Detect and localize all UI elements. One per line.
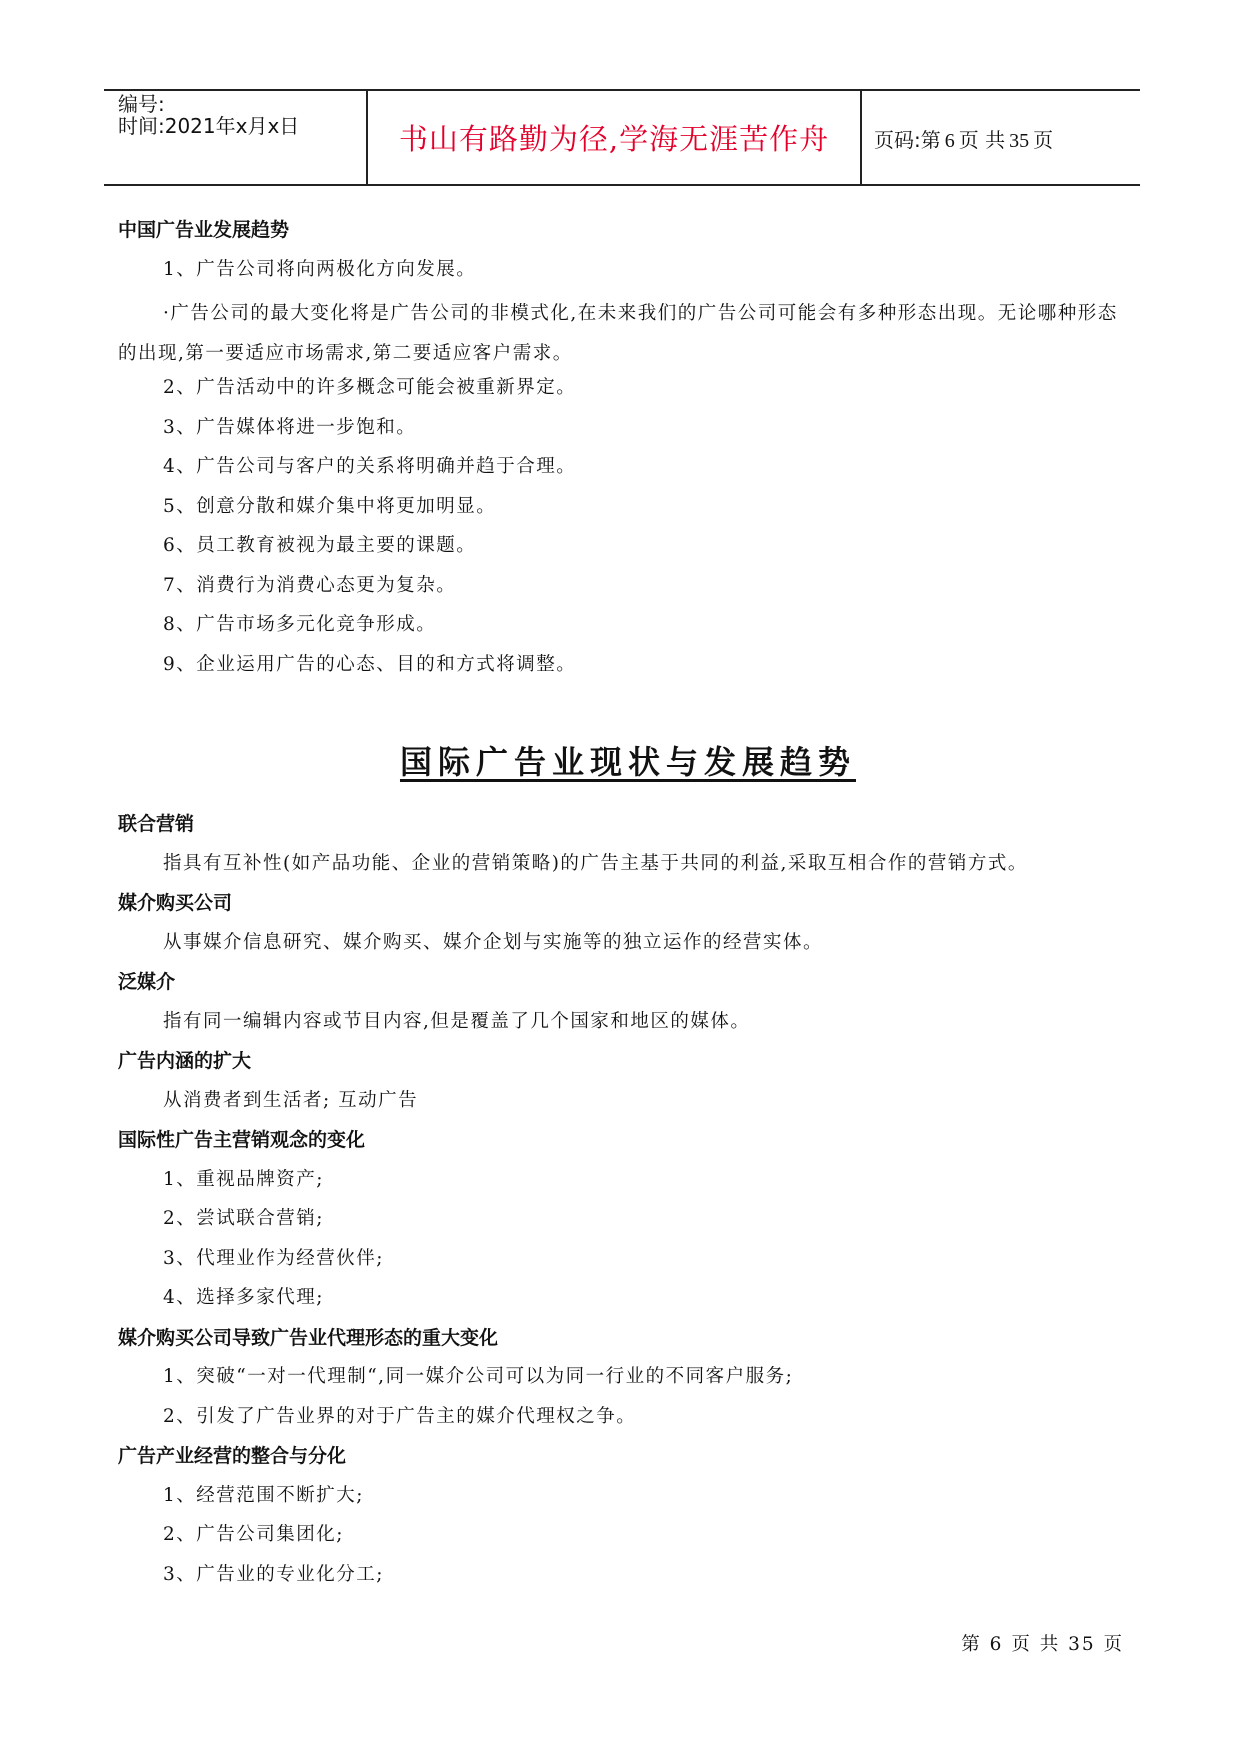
document-body <box>118 215 1138 1599</box>
list-item: 3、代理业作为经营伙伴; <box>163 1247 385 1269</box>
header-motto: 书山有路勤为径,学海无涯苦作舟 <box>398 122 830 156</box>
list-item: 7、消费行为消费心态更为复杂。 <box>163 574 457 596</box>
page-prefix: 页码:第 <box>874 128 941 152</box>
list-item: 6、员工教育被视为最主要的课题。 <box>163 535 477 556</box>
list-item: 2、尝试联合营销; <box>163 1208 325 1229</box>
main-title-wrap <box>118 723 1138 809</box>
list-item: 1、重视品牌资产; <box>163 1168 325 1190</box>
header-page-code <box>874 124 1053 153</box>
list-item: 4、选择多家代理; <box>163 1287 325 1308</box>
term-heading: 国际性广告主营销观念的变化 <box>118 1129 366 1151</box>
page-mid: 页 共 <box>958 128 1006 152</box>
list-item: 4、广告公司与客户的关系将明确并趋于合理。 <box>163 456 577 477</box>
paragraph: ·广告公司的最大变化将是广告公司的非模式化,在未来我们的广告公司可能会有多种形态出现。无论哪种形态的出现,第一要适应市场需求,第二要适应客户需求。 <box>118 303 1118 364</box>
term-heading: 媒介购买公司导致广告业代理形态的重大变化 <box>118 1326 499 1349</box>
page-footer: 第 6 页 共 35 页 <box>961 1634 1124 1655</box>
list-item: 1、突破“一对一代理制“,同一媒介公司可以为同一行业的不同客户服务; <box>163 1366 794 1387</box>
list-item: 8、广告市场多元化竞争形成。 <box>163 614 437 635</box>
page-total: 35 <box>1009 130 1030 152</box>
list-item: 1、广告公司将向两极化方向发展。 <box>163 258 477 280</box>
term-definition: 从事媒介信息研究、媒介购买、媒介企划与实施等的独立运作的经营实体。 <box>163 931 824 953</box>
list-item: 1、经营范围不断扩大; <box>163 1484 365 1506</box>
document-number-label: 编号: <box>118 92 165 116</box>
list-item: 9、企业运用广告的心态、目的和方式将调整。 <box>163 653 577 675</box>
list-item: 2、广告公司集团化; <box>163 1524 345 1545</box>
list-item: 2、广告活动中的许多概念可能会被重新界定。 <box>163 377 577 398</box>
term-heading: 泛媒介 <box>118 971 176 993</box>
term-heading: 联合营销 <box>118 813 195 835</box>
header-motto-cell <box>368 91 862 184</box>
document-header <box>104 89 1140 186</box>
term-definition: 从消费者到生活者; 互动广告 <box>163 1089 419 1111</box>
main-title: 国际广告业现状与发展趋势 <box>399 743 856 781</box>
list-item: 3、广告媒体将进一步饱和。 <box>163 416 417 438</box>
page-suffix: 页 <box>1033 128 1054 152</box>
list-item: 5、创意分散和媒介集中将更加明显。 <box>163 495 497 517</box>
list-item: 2、引发了广告业界的对于广告主的媒介代理权之争。 <box>163 1405 637 1427</box>
term-heading: 广告产业经营的整合与分化 <box>118 1445 347 1467</box>
term-heading: 媒介购买公司 <box>118 892 233 914</box>
term-definition: 指有同一编辑内容或节目内容,但是覆盖了几个国家和地区的媒体。 <box>163 1010 751 1032</box>
section-heading: 中国广告业发展趋势 <box>118 219 290 241</box>
term-definition: 指具有互补性(如产品功能、企业的营销策略)的广告主基于共同的利益,采取互相合作的营销方式。 <box>163 852 1028 874</box>
list-item: 3、广告业的专业化分工; <box>163 1563 385 1585</box>
document-time-label: 时间:2021年x月x日 <box>118 114 300 138</box>
page-current: 6 <box>944 130 955 152</box>
header-page-cell <box>862 91 1140 184</box>
term-heading: 广告内涵的扩大 <box>118 1050 252 1072</box>
header-info-cell <box>104 91 368 184</box>
spacer <box>118 689 1138 723</box>
